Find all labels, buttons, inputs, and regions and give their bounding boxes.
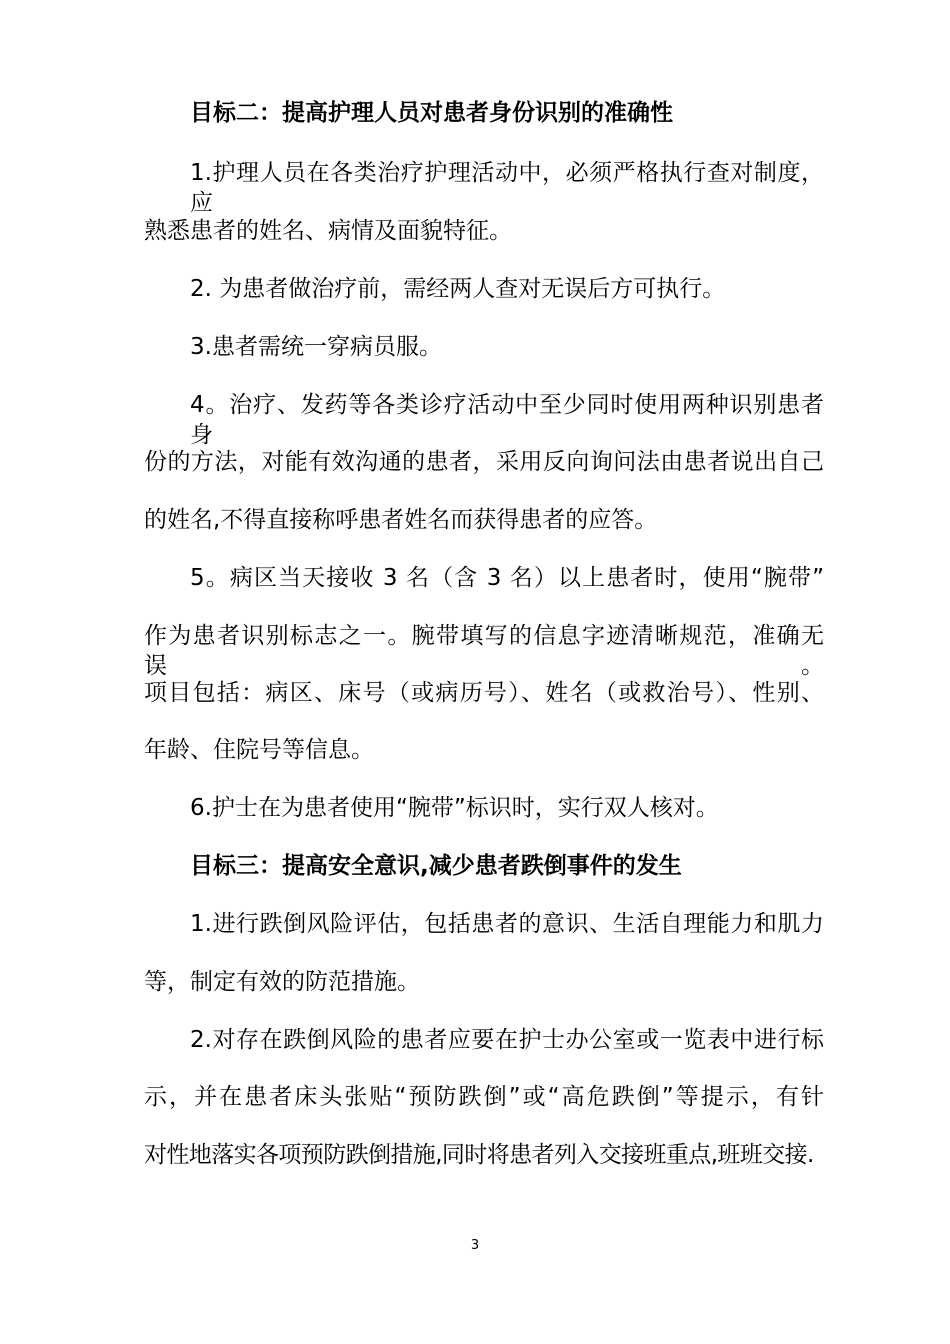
section3-heading: 目标三：提高安全意识,减少患者跌倒事件的发生 (190, 853, 682, 879)
s2-item5-line2: 作为患者识别标志之一。腕带填写的信息字迹清晰规范，准确无误。 (144, 623, 824, 679)
page-number: 3 (470, 1238, 480, 1253)
s2-item5-line3: 项目包括：病区、床号（或病历号）、姓名（或救治号）、性别、 (144, 680, 824, 706)
s3-item2-line2: 示，并在患者床头张贴“预防跌倒”或“高危跌倒”等提示，有针 (144, 1084, 824, 1110)
s2-item3-line1: 3.患者需统一穿病员服。 (190, 334, 442, 360)
s2-item4-line2: 份的方法，对能有效沟通的患者，采用反向询问法由患者说出自己 (144, 449, 824, 475)
s2-item1-line1: 1.护理人员在各类治疗护理活动中，必须严格执行查对制度，应 (190, 160, 824, 216)
s3-item2-line1: 2.对存在跌倒风险的患者应要在护士办公室或一览表中进行标 (190, 1027, 824, 1053)
s3-item1-line2: 等，制定有效的防范措施。 (144, 969, 420, 995)
s3-item1-line1: 1.进行跌倒风险评估，包括患者的意识、生活自理能力和肌力 (190, 911, 824, 937)
s2-item5-line4: 年龄、住院号等信息。 (144, 737, 374, 763)
s2-item2-line1: 2. 为患者做治疗前，需经两人查对无误后方可执行。 (190, 276, 726, 302)
s2-item6-line1: 6.护士在为患者使用“腕带”标识时，实行双人核对。 (190, 795, 719, 821)
s2-item4-line1: 4。治疗、发药等各类诊疗活动中至少同时使用两种识别患者身 (190, 392, 824, 448)
section2-heading: 目标二：提高护理人员对患者身份识别的准确性 (190, 100, 673, 126)
s3-item2-line3: 对性地落实各项预防跌倒措施,同时将患者列入交接班重点,班班交接. (144, 1142, 814, 1168)
s2-item4-line3: 的姓名,不得直接称呼患者姓名而获得患者的应答。 (144, 507, 658, 533)
s2-item5-line1: 5。病区当天接收 3 名（含 3 名）以上患者时，使用“腕带” (190, 565, 824, 591)
s2-item1-line2: 熟悉患者的姓名、病情及面貌特征。 (144, 218, 512, 244)
